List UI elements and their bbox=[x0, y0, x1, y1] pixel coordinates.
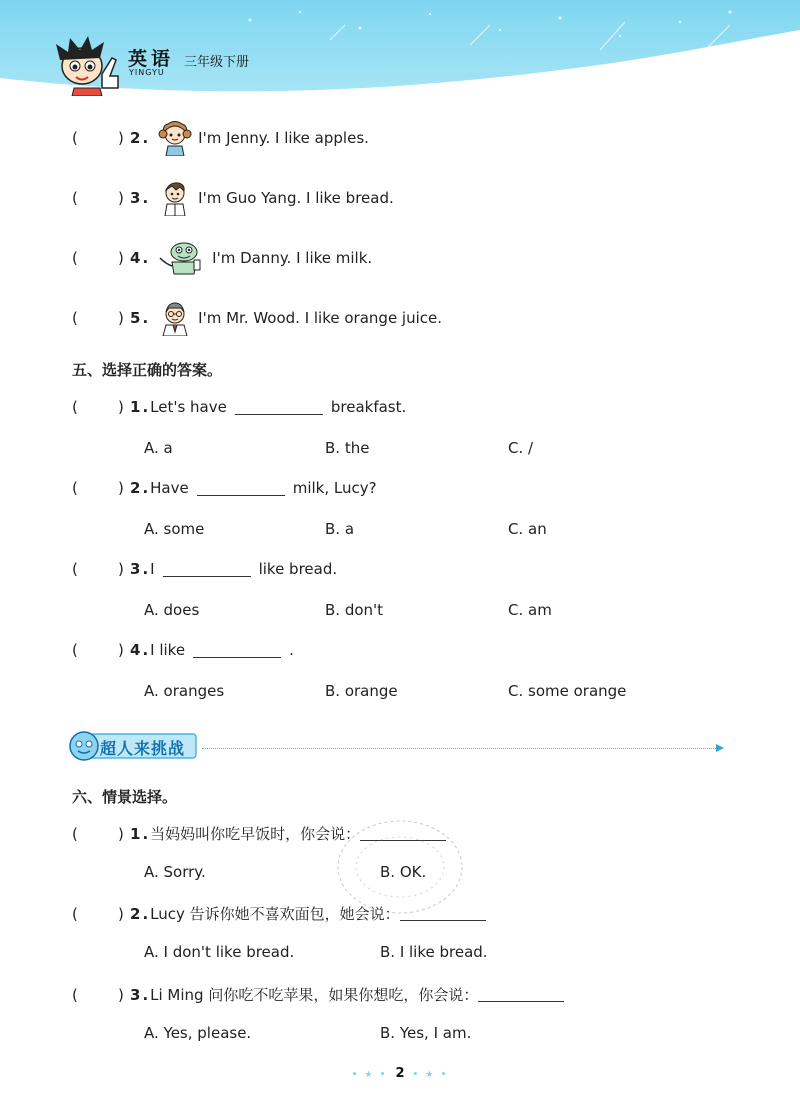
question-text: Li Ming 问你吃不吃苹果，如果你想吃，你会说： bbox=[150, 986, 479, 1004]
question-text-after: milk, Lucy? bbox=[292, 479, 377, 497]
question-number: 2 bbox=[130, 479, 141, 497]
statement-text: I'm Jenny. I like apples. bbox=[198, 129, 369, 147]
fill-blank[interactable] bbox=[193, 643, 281, 658]
question-number: 3 bbox=[130, 189, 141, 207]
option-b: B. OK. bbox=[380, 863, 427, 881]
page-star-decoration-right: • ★ • bbox=[412, 1070, 449, 1080]
option-b: B. Yes, I am. bbox=[380, 1024, 472, 1042]
statement-text: I'm Guo Yang. I like bread. bbox=[198, 189, 394, 207]
answer-bracket[interactable]: ( ) bbox=[72, 249, 124, 267]
question-text-before: Have bbox=[150, 479, 189, 497]
part6-question-3: ( ) 3 . Li Ming 问你吃不吃苹果，如果你想吃，你会说： bbox=[72, 984, 572, 1005]
question-number: 3 bbox=[130, 985, 141, 1004]
part5-question-1: ( ) 1 . Let's have breakfast. bbox=[72, 398, 407, 416]
boy-guoyang-icon bbox=[158, 180, 192, 216]
question-text-before: I bbox=[150, 560, 155, 578]
answer-bracket[interactable]: ( ) bbox=[72, 309, 124, 327]
option-c: C. / bbox=[508, 439, 534, 457]
question-text-before: I like bbox=[150, 641, 186, 659]
question-number: 2 bbox=[130, 904, 141, 923]
fill-blank[interactable] bbox=[235, 400, 323, 415]
question-text-after: . bbox=[289, 641, 294, 659]
part5-question-4: ( ) 4 . I like . bbox=[72, 641, 294, 659]
dinosaur-danny-icon bbox=[158, 240, 206, 276]
question-text-after: breakfast. bbox=[330, 398, 407, 416]
part4-item-4: ( ) 4 . I'm Danny. I like milk. bbox=[72, 240, 372, 276]
part5-question-2: ( ) 2 . Have milk, Lucy? bbox=[72, 479, 377, 497]
statement-text: I'm Mr. Wood. I like orange juice. bbox=[198, 309, 443, 327]
option-a: A. does bbox=[144, 601, 200, 619]
mascot-boy-icon bbox=[52, 30, 122, 96]
arrow-right-icon bbox=[716, 744, 724, 752]
answer-bracket[interactable]: ( ) bbox=[72, 641, 124, 659]
answer-bracket[interactable]: ( ) bbox=[72, 189, 124, 207]
part6-question-2: ( ) 2 . Lucy 告诉你她不喜欢面包，她会说： bbox=[72, 903, 494, 924]
page-star-decoration-left: • ★ • bbox=[351, 1070, 388, 1080]
question-text: Lucy 告诉你她不喜欢面包，她会说： bbox=[150, 905, 400, 923]
divider-dotted-line bbox=[202, 748, 722, 749]
part5-question-3: ( ) 3 . I like bread. bbox=[72, 560, 338, 578]
answer-bracket[interactable]: ( ) bbox=[72, 479, 124, 497]
grade-label: 三年级下册 bbox=[184, 55, 250, 70]
option-b: B. the bbox=[325, 439, 370, 457]
answer-bracket[interactable]: ( ) bbox=[72, 560, 124, 578]
answer-bracket[interactable]: ( ) bbox=[72, 129, 124, 147]
question-number: 4 bbox=[130, 641, 141, 659]
challenge-banner-label: 超人来挑战 bbox=[100, 739, 186, 758]
man-mrwood-icon bbox=[158, 300, 192, 336]
answer-bracket[interactable]: ( ) bbox=[72, 904, 124, 923]
question-text: 当妈妈叫你吃早饭时，你会说： bbox=[150, 825, 361, 843]
option-b: B. a bbox=[325, 520, 355, 538]
option-c: C. some orange bbox=[508, 682, 627, 700]
part4-item-2: ( ) 2 . I'm Jenny. I like apples. bbox=[72, 120, 369, 156]
option-c: C. an bbox=[508, 520, 547, 538]
part6-question-1: ( ) 1 . 当妈妈叫你吃早饭时，你会说： bbox=[72, 823, 454, 844]
question-number: 5 bbox=[130, 309, 141, 327]
answer-bracket[interactable]: ( ) bbox=[72, 985, 124, 1004]
section-title-5: 五、选择正确的答案。 bbox=[72, 361, 223, 379]
page-number bbox=[0, 1066, 800, 1081]
answer-bracket[interactable]: ( ) bbox=[72, 398, 124, 416]
section-title-6: 六、情景选择。 bbox=[72, 788, 178, 806]
page-header bbox=[0, 0, 800, 100]
watermark-stamp-icon bbox=[330, 812, 470, 922]
question-number: 2 bbox=[130, 129, 141, 147]
part4-item-5: ( ) 5 . I'm Mr. Wood. I like orange juice. bbox=[72, 300, 442, 336]
fill-blank[interactable] bbox=[197, 481, 285, 496]
option-b: B. I like bread. bbox=[380, 943, 488, 961]
subject-title: 英语 bbox=[128, 48, 175, 70]
statement-text: I'm Danny. I like milk. bbox=[212, 249, 373, 267]
question-text-after: like bread. bbox=[258, 560, 338, 578]
option-a: A. some bbox=[144, 520, 205, 538]
question-number: 3 bbox=[130, 560, 141, 578]
answer-bracket[interactable]: ( ) bbox=[72, 824, 124, 843]
question-text-before: Let's have bbox=[150, 398, 227, 416]
girl-jenny-icon bbox=[158, 120, 192, 156]
option-c: C. am bbox=[508, 601, 552, 619]
option-a: A. Yes, please. bbox=[144, 1024, 252, 1042]
page-number-value: 2 bbox=[395, 1066, 405, 1081]
option-a: A. Sorry. bbox=[144, 863, 206, 881]
fill-blank[interactable] bbox=[478, 987, 564, 1002]
option-a: A. I don't like bread. bbox=[144, 943, 295, 961]
option-a: A. oranges bbox=[144, 682, 225, 700]
option-b: B. don't bbox=[325, 601, 384, 619]
option-b: B. orange bbox=[325, 682, 398, 700]
question-number: 1 bbox=[130, 398, 141, 416]
part4-item-3: ( ) 3 . I'm Guo Yang. I like bread. bbox=[72, 180, 394, 216]
question-number: 1 bbox=[130, 824, 141, 843]
question-number: 4 bbox=[130, 249, 141, 267]
subject-pinyin: YINGYU bbox=[129, 68, 165, 77]
option-a: A. a bbox=[144, 439, 173, 457]
fill-blank[interactable] bbox=[163, 562, 251, 577]
